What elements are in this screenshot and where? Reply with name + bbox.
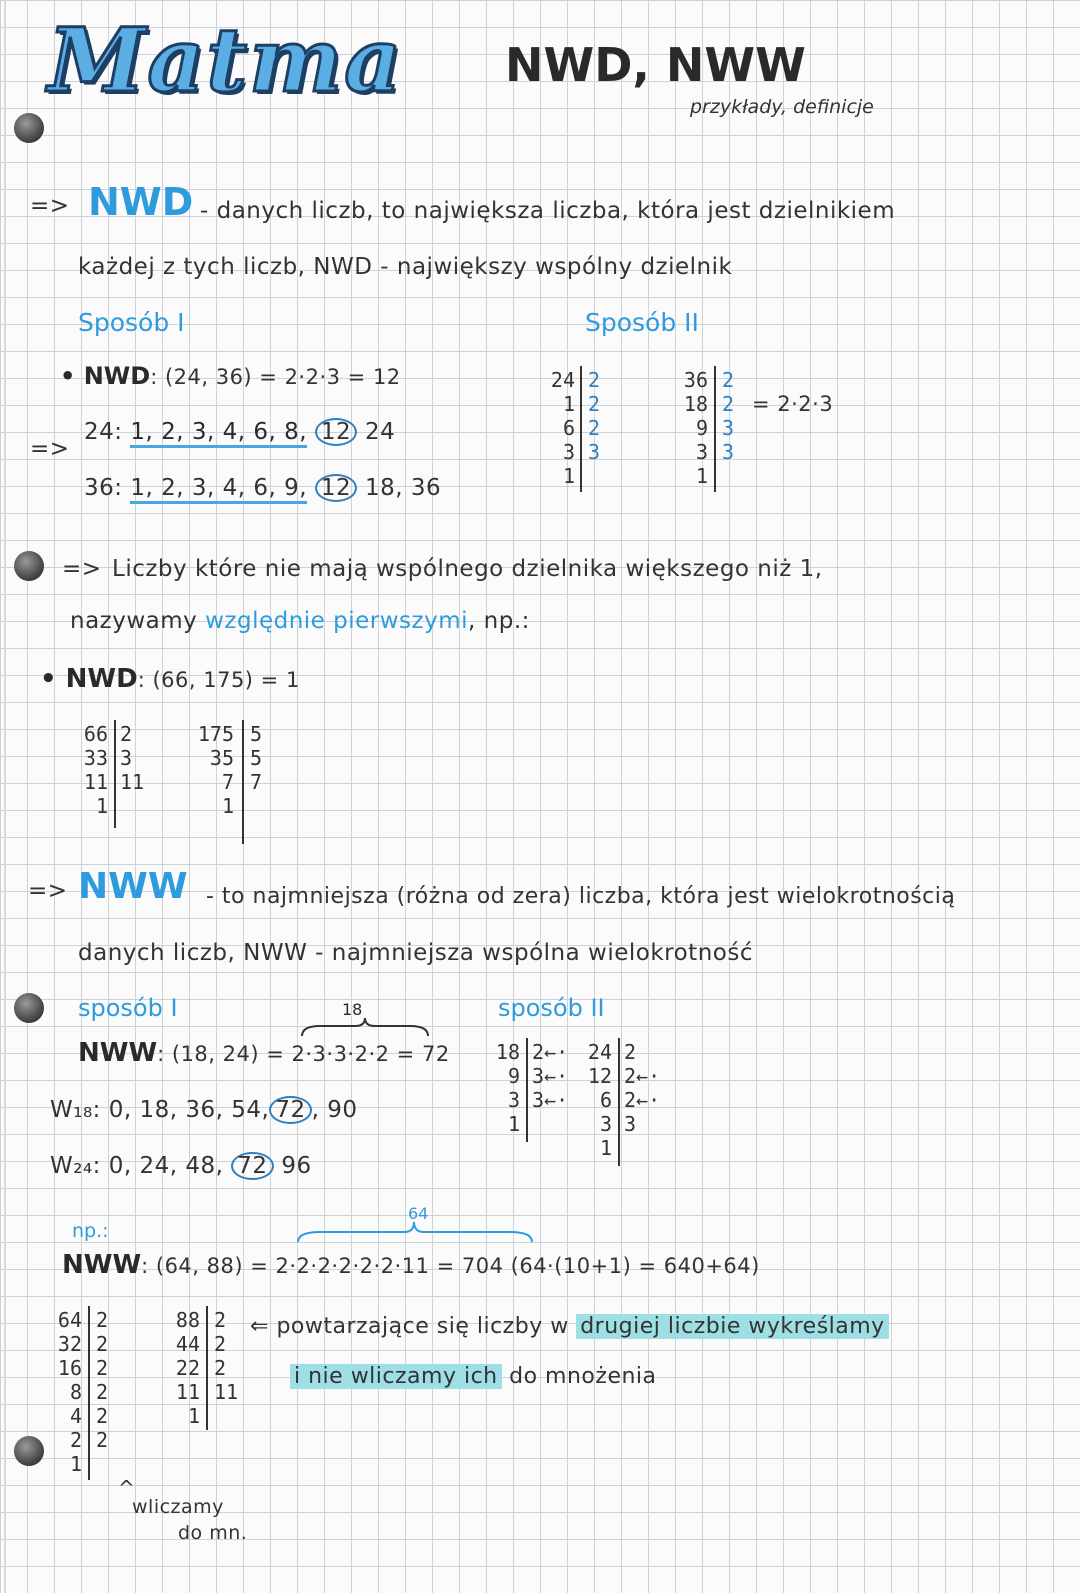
factor-24b-left [586,1040,612,1160]
factor-24-left [545,368,575,488]
factor-24b-bar [618,1038,620,1166]
factor-value: 11 [83,770,108,794]
example2-prefix: NWW [62,1250,142,1280]
nww-definition-line2: danych liczb, NWW - najmniejsza wspólna wielokrotność [78,940,753,966]
factor-value: 3 [588,440,601,464]
factor-value: 22 [175,1356,200,1380]
factor-value: 2 [722,392,735,416]
coprime-example-prefix: • NWD [40,664,138,694]
nww-term: NWW [78,866,188,907]
factor-value: 2 [96,1380,109,1404]
binder-hole [14,551,44,581]
nwd-example [60,362,401,390]
multiples-24-tail: 96 [281,1153,312,1179]
nwd-method2-label: Sposób II [585,308,699,337]
factor-value: 64 [57,1308,82,1332]
example2-np: np.: [72,1220,109,1242]
factor-value: 3←· [532,1064,569,1088]
factor-value: 44 [175,1332,200,1356]
factor-value: 1 [562,392,575,416]
factor-value: 7 [221,770,234,794]
factor-value: 88 [175,1308,200,1332]
factor-value: 3 [695,440,708,464]
factor-88-right [214,1308,238,1404]
factor-18-left [494,1040,520,1136]
binder-hole [14,113,44,143]
nwd-arrow-2: => [30,436,70,462]
factor-value: 1 [221,794,234,818]
coprime-line2 [70,608,530,634]
example2-body: : (64, 88) = 2·2·2·2·2·2·11 = 704 (64·(10+1) = 640+64) [141,1254,760,1278]
example2-wliczamy-line1: wliczamy [132,1496,224,1518]
page-subtitle: NWD, NWW [505,38,806,92]
factor-value: 11 [120,770,145,794]
factor-175-left [190,722,234,818]
factor-result: = 2·2·3 [752,392,834,416]
multiples-24 [50,1152,312,1180]
nwd-definition-line2: każdej z tych liczb, NWD - największy wspólny dzielnik [78,254,733,280]
divisors-36 [84,474,441,502]
example2-brace [296,1220,536,1246]
factor-value: 2 [214,1308,227,1332]
nwd-example-body: : (24, 36) = 2·2·3 = 12 [150,365,401,389]
coprime-line2-suffix: , np.: [468,608,530,634]
factor-value: 36 [683,368,708,392]
factor-value: 2 [96,1428,109,1452]
example2-note-line2-highlight: i nie wliczamy ich [290,1364,502,1389]
factor-value: 2 [120,722,133,746]
divisors-24 [84,418,395,446]
multiples-18 [50,1096,358,1124]
coprime-line2-prefix: nazywamy [70,608,198,634]
example2-caret: ^ [118,1476,136,1500]
nww-definition-line1: - to najmniejsza (różna od zera) liczba, która jest wielokrotnością [206,884,956,909]
margin-line [4,0,6,1593]
factor-value: 175 [197,722,234,746]
factor-value: 2 [96,1332,109,1356]
factor-64-right [96,1308,108,1452]
factor-value: 2 [214,1332,227,1356]
multiples-18-values: 0, 18, 36, 54, [108,1097,270,1123]
factor-value: 16 [57,1356,82,1380]
nwd-definition-line1: - danych liczb, to największa liczba, która jest dzielnikiem [200,198,896,224]
coprime-line1: Liczby które nie mają wspólnego dzielnika większego niż 1, [112,556,823,582]
factor-value: 1 [95,794,108,818]
factor-value: 2 [588,416,601,440]
factor-66-right [120,722,144,794]
page-note: przykłady, definicje [690,96,874,118]
factor-value: 24 [550,368,575,392]
multiples-24-values: 0, 24, 48, [108,1153,224,1179]
example2-note-line2 [290,1364,657,1389]
nww-method2-label: sposób II [498,994,605,1022]
factor-value: 2 [588,392,601,416]
nww-example [78,1038,450,1068]
factor-value: 18 [495,1040,520,1064]
multiples-18-circled: 72 [269,1096,311,1124]
page-title: Matma [48,8,404,112]
factor-value: 1 [562,464,575,488]
factor-value: 9 [695,416,708,440]
factor-value: 33 [83,746,108,770]
divisors-36-values: 1, 2, 3, 4, 6, 9, [130,475,307,504]
factor-24b-right [624,1040,660,1136]
factor-64-left [50,1308,82,1476]
factor-36-bar [714,366,716,492]
factor-value: 3 [599,1112,612,1136]
factor-value: 35 [209,746,234,770]
factor-value: 2 [69,1428,82,1452]
factor-24-bar [580,366,582,492]
factor-value: 12 [587,1064,612,1088]
factor-value: 9 [507,1064,520,1088]
factor-value: 8 [69,1380,82,1404]
factor-value: 2 [588,368,601,392]
factor-value: 3←· [532,1088,569,1112]
factor-value: 32 [57,1332,82,1356]
factor-value: 2 [96,1356,109,1380]
factor-18-right [532,1040,568,1112]
factor-value: 3 [507,1088,520,1112]
nwd-example-prefix: • NWD [60,362,151,390]
divisors-36-circled: 12 [315,474,357,502]
factor-value: 11 [214,1380,239,1404]
divisors-24-label: 24: [84,419,123,445]
factor-value: 2 [624,1040,637,1064]
divisors-36-label: 36: [84,475,123,501]
example2-note-arrow: ⇐ [250,1314,269,1339]
nwd-method1-label: Sposób I [78,308,185,337]
nwd-term: NWD [88,180,194,224]
factor-value: 1 [187,1404,200,1428]
multiples-24-circled: 72 [231,1152,273,1180]
multiples-24-label: W₂₄: [50,1153,101,1179]
factor-value: 3 [120,746,133,770]
factor-value: 1 [69,1452,82,1476]
nww-arrow: => [28,878,68,904]
factor-36-right [722,368,734,464]
divisors-24-tail: 24 [364,419,396,445]
nww-example-body: : (18, 24) = 2·3·3·2·2 = 72 [157,1042,450,1066]
factor-24-right [588,368,600,464]
factor-66-bar [114,720,116,828]
nww-brace-label: 18 [342,1000,363,1019]
nwd-arrow: => [30,193,70,219]
coprime-arrow: => [62,556,102,582]
divisors-24-circled: 12 [315,418,357,446]
factor-value: 2 [722,368,735,392]
factor-value: 24 [587,1040,612,1064]
factor-value: 2←· [532,1040,569,1064]
example2-note-line2-b: do mnożenia [509,1364,657,1389]
factor-value: 3 [722,440,735,464]
factor-175-right [250,722,262,794]
factor-18-bar [526,1038,528,1142]
example2-note-line1-highlight: drugiej liczbie wykreślamy [576,1314,889,1339]
factor-value: 1 [599,1136,612,1160]
multiples-18-tail: , 90 [311,1097,358,1123]
coprime-term: względnie pierwszymi [205,608,469,634]
example2-wliczamy-line2: do mn. [178,1522,248,1544]
factor-value: 7 [250,770,263,794]
example2-formula [62,1250,760,1280]
factor-value: 5 [250,722,263,746]
example2-note-line1 [250,1314,889,1339]
binder-hole [14,1436,44,1466]
factor-value: 66 [83,722,108,746]
coprime-example-body: : (66, 175) = 1 [137,668,300,692]
factor-value: 2←· [624,1088,661,1112]
example2-note-line1-a: powtarzające się liczby w [276,1314,569,1339]
nww-brace [300,1016,430,1040]
nww-method1-label: sposób I [78,994,178,1022]
nww-example-prefix: NWW [78,1038,158,1068]
divisors-36-tail: 18, 36 [364,475,442,501]
factor-value: 11 [175,1380,200,1404]
factor-value: 1 [695,464,708,488]
factor-value: 6 [562,416,575,440]
factor-value: 5 [250,746,263,770]
factor-64-bar [88,1306,90,1480]
factor-175-bar [242,720,244,844]
factor-value: 3 [624,1112,637,1136]
factor-value: 2 [96,1404,109,1428]
factor-36-left [678,368,708,488]
factor-88-bar [206,1306,208,1430]
binder-hole [14,993,44,1023]
divisors-24-values: 1, 2, 3, 4, 6, 8, [130,419,307,448]
example2-brace-label: 64 [408,1204,429,1223]
factor-66-left [72,722,108,818]
factor-value: 1 [507,1112,520,1136]
factor-88-left [168,1308,200,1428]
factor-value: 2←· [624,1064,661,1088]
factor-value: 4 [69,1404,82,1428]
factor-value: 3 [562,440,575,464]
coprime-example [40,664,300,694]
factor-value: 3 [722,416,735,440]
factor-value: 2 [214,1356,227,1380]
factor-value: 18 [683,392,708,416]
multiples-18-label: W₁₈: [50,1097,101,1123]
factor-value: 6 [599,1088,612,1112]
factor-value: 2 [96,1308,109,1332]
